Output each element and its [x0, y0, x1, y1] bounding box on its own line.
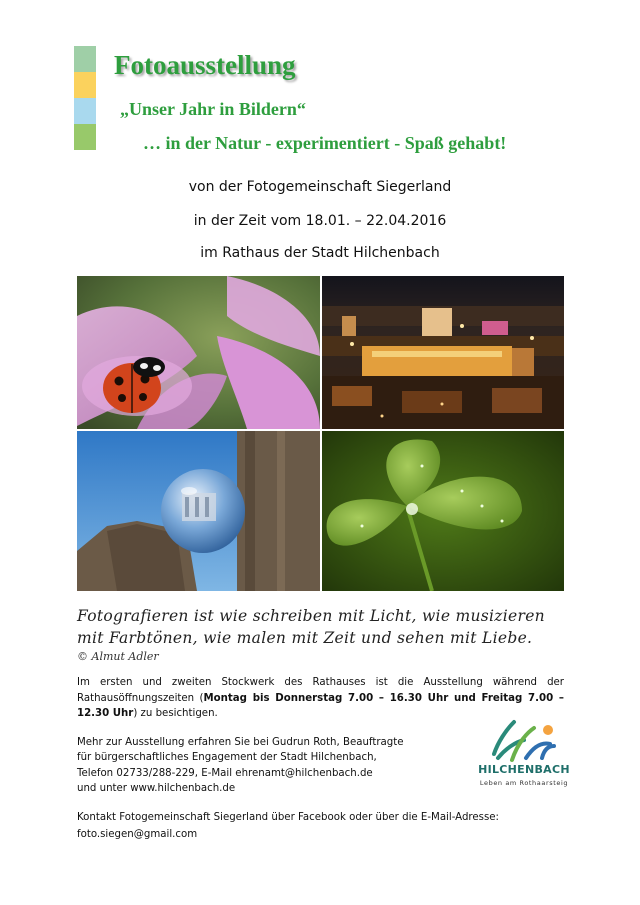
color-bar-lightgreen [74, 124, 96, 150]
contact-paragraph [77, 735, 407, 796]
clover-image [322, 431, 564, 591]
tagline: … in der Natur - experimentiert - Spaß gehabt! [143, 133, 507, 153]
facebook-contact-paragraph [77, 809, 577, 843]
contact-line-4: und unter www.hilchenbach.de [77, 782, 236, 794]
photo-ladybug [77, 276, 320, 429]
color-bars [74, 46, 96, 150]
color-bar-yellow [74, 72, 96, 98]
quote-line-2: mit Farbtönen, wie malen mit Zeit und sehen mit Liebe. [77, 629, 533, 647]
contact-email[interactable]: foto.siegen@gmail.com [77, 829, 198, 840]
quote [77, 605, 577, 649]
night-city-image [322, 276, 564, 429]
glass-ball-image [77, 431, 320, 591]
para1-start: Im ersten und zweiten Stockwerk des Rathauses ist die Ausstellung während der Rathausöffnungszeiten ( [77, 677, 564, 704]
quote-line-1: Fotografieren ist wie schreiben mit Licht, wie musizieren [77, 607, 545, 625]
quote-author: © Almut Adler [77, 650, 159, 663]
facebook-contact-line: Kontakt Fotogemeinschaft Siegerland über Facebook oder über die E-Mail-Adresse: [77, 812, 499, 823]
photo-glass-ball [77, 431, 320, 591]
ladybug-image [77, 276, 320, 429]
dates-line: in der Zeit vom 18.01. – 22.04.2016 [193, 213, 447, 229]
photo-clover [322, 431, 564, 591]
logo-name: HILCHENBACH [478, 763, 570, 776]
photo-night-city [322, 276, 564, 429]
location-line: im Rathaus der Stadt Hilchenbach [200, 245, 440, 261]
contact-line-3: Telefon 02733/288-229, E-Mail ehrenamt@hilchenbach.de [77, 767, 373, 779]
contact-line-2: für bürgerschaftliches Engagement der Stadt Hilchenbach, [77, 752, 377, 764]
organizer-line: von der Fotogemeinschaft Siegerland [188, 179, 452, 195]
subtitle: „Unser Jahr in Bildern“ [120, 99, 306, 119]
color-bar-blue [74, 98, 96, 124]
para1-end: ) zu besichtigen. [133, 708, 218, 719]
color-bar-green [74, 46, 96, 72]
page-title: Fotoausstellung [114, 50, 296, 80]
contact-line-1: Mehr zur Ausstellung erfahren Sie bei Gudrun Roth, Beauftragte [77, 737, 404, 748]
logo-tagline: Leben am Rothaarsteig [479, 779, 569, 787]
photo-collage [77, 276, 564, 591]
opening-hours: Montag bis Donnerstag 7.00 – 16.30 Uhr und Freitag 7.00 – 12.30 Uhr [77, 692, 564, 719]
